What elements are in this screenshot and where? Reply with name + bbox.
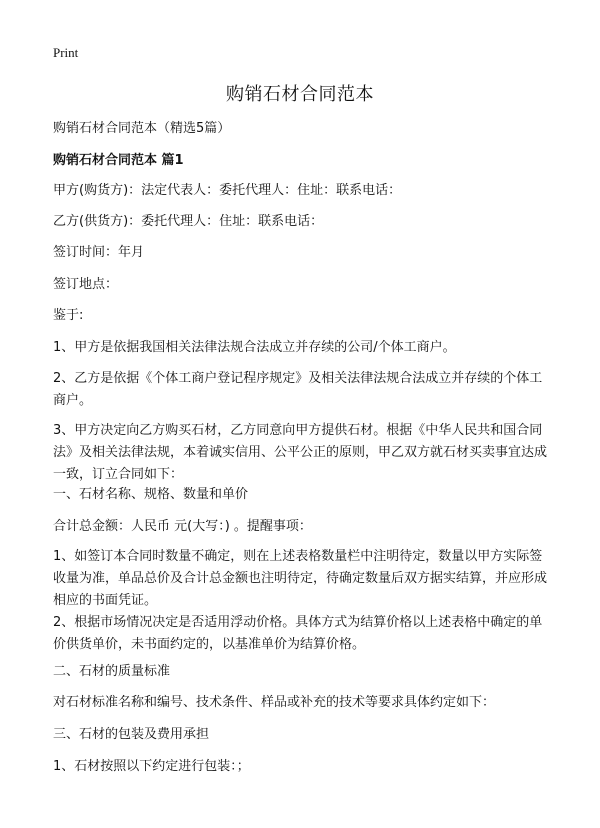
section-heading: 购销石材合同范本 篇1 xyxy=(53,153,184,168)
section-heading-3: 三、石材的包装及费用承担 xyxy=(53,727,210,742)
section-heading-2: 二、石材的质量标准 xyxy=(53,664,171,679)
party-b-line: 乙方(供货方)：委托代理人：住址：联系电话： xyxy=(53,214,324,229)
section-heading-1: 一、石材名称、规格、数量和单价 xyxy=(53,487,249,502)
clause-paragraph: 2、乙方是依据《个体工商户登记程序规定》及相关法律法规合法成立并存续的个体工商户。 xyxy=(53,371,543,408)
print-link[interactable]: Print xyxy=(53,45,79,60)
clause-paragraph: 对石材标准名称和编号、技术条件、样品或补充的技术等要求具体约定如下： xyxy=(53,695,496,710)
clause-paragraph: 1、石材按照以下约定进行包装：； xyxy=(53,759,250,774)
clause-paragraph: 2、根据市场情况决定是否适用浮动价格。具体方式为结算价格以上述表格中确定的单价供货单价，未书面约定的，以基准单价为结算价格。 xyxy=(53,615,543,652)
document-subtitle: 购销石材合同范本（精选5篇） xyxy=(53,121,231,136)
signing-time: 签订时间：年月 xyxy=(53,245,145,260)
document-title: 购销石材合同范本 xyxy=(226,84,374,105)
party-a-line: 甲方(购货方)：法定代表人：委托代理人：住址：联系电话： xyxy=(53,183,402,198)
clause-paragraph: 1、甲方是依据我国相关法律法规合法成立并存续的公司/个体工商户。 xyxy=(53,340,456,355)
signing-place: 签订地点： xyxy=(53,277,119,292)
whereas-label: 鉴于: xyxy=(53,308,84,323)
clause-paragraph: 1、如签订本合同时数量不确定，则在上述表格数量栏中注明待定，数量以甲方实际签收量为准，单品总价及合计总金额也注明待定，待确定数量后双方据实结算，并应形成相应的书面凭证。 xyxy=(53,549,548,608)
total-amount-line: 合计总金额：人民币 元(大写：) 。提醒事项： xyxy=(53,519,312,534)
clause-paragraph: 3、甲方决定向乙方购买石材，乙方同意向甲方提供石材。根据《中华人民共和国合同法》及相关法律法规，本着诚实信用、公平公正的原则，甲乙双方就石材买卖事宜达成一致，订立合同如下： xyxy=(53,423,548,482)
